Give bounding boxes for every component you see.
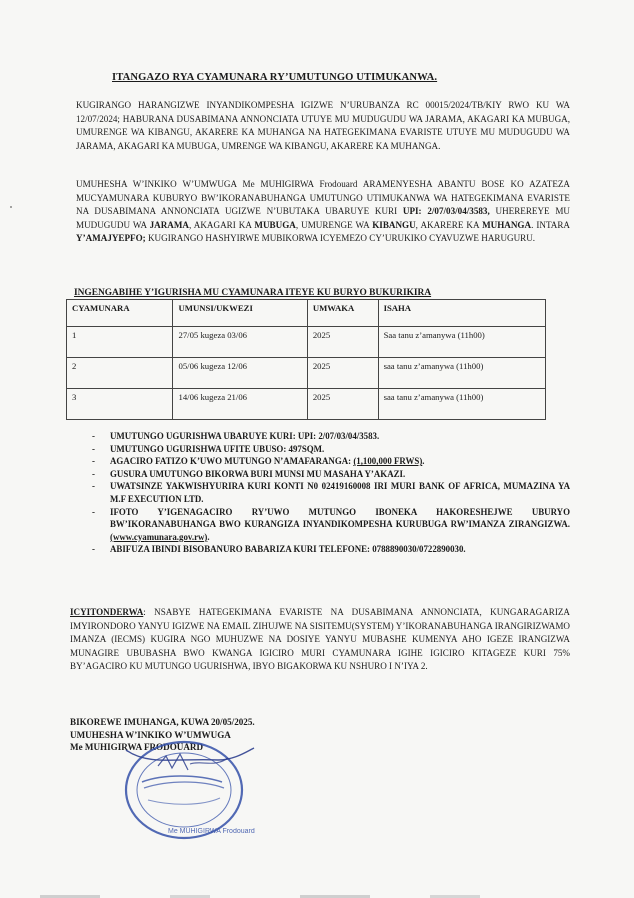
signatory-role: UMUHESHA W’INKIKO W’UMWUGA <box>70 729 231 740</box>
list-item-text: . <box>207 531 210 542</box>
table-cell: 2025 <box>307 389 378 420</box>
table-cell: 14/06 kugeza 21/06 <box>173 389 307 420</box>
list-item <box>92 455 570 468</box>
list-item-text: IFOTO Y’IGENAGACIRO RY’UWO MUTUNGO IBONEKA HAKORESHEJWE UBURYO BW’IKORANABUHANGA BWO KURANGIZA INYANDIKOMPESHA KURUBUGA RW’IMANZA ZIRANGIZWA. <box>110 506 570 530</box>
column-header: UMWAKA <box>307 300 378 327</box>
notice-text: : NSABYE HATEGEKIMANA EVARISTE NA DUSABIMANA ANNONCIATA, KUNGARAGARIZA IMYIRONDORO YANYU IGIZWE NA EMAIL ZIHUJWE NA SISITEMU(SYSTEM) Y’IKORANABUHANGA IRANGIRIZWAMO IMANZA (IECMS) KUGIRA NGO MUHUZWE NA DOSIYE YANYU MUBASHE KUMENYA AHO IGEZE IRANGIZWA MUNAGIRE UBUBASHA BWO KWANGA IGICIRO MURI CYAMUNARA IGIHE IGICIRO KITAGEZE KURI 75% BY’AGACIRO KU MUTUNGO UGURISHWA, IBYO BIGAKORWA KU NSHURO I N’IYA 2. <box>70 607 570 672</box>
table-cell: 2025 <box>307 358 378 389</box>
property-details-list <box>92 430 570 556</box>
table-cell: 2 <box>67 358 173 389</box>
announcement-text: , UMURENGE WA <box>295 219 373 230</box>
cell-name: MUBUGA <box>254 219 296 230</box>
signatory-name: Me MUHIGIRWA FRODOUARD <box>70 742 204 753</box>
list-item-text: AGACIRO FATIZO K’UWO MUTUNGO N’AMAFARANGA: <box>110 456 354 467</box>
village-name: JARAMA <box>149 219 189 230</box>
auction-schedule-table <box>66 299 546 420</box>
table-row <box>67 389 546 420</box>
table-row <box>67 327 546 358</box>
announcement-text: , AKAGARI KA <box>189 219 255 230</box>
announcement-text: UHEREREYE MU MUDUGUDU WA <box>76 206 570 230</box>
table-cell: saa tanu z’amanywa (11h00) <box>378 358 545 389</box>
table-cell: 05/06 kugeza 12/06 <box>173 358 307 389</box>
document-title: ITANGAZO RYA CYAMUNARA RY’UMUTUNGO UTIMUKANWA. <box>112 72 438 83</box>
base-price-value: (1,100,000 FRWS) <box>353 456 423 467</box>
auction-announcement-paragraph <box>76 178 570 246</box>
website-link[interactable]: (www.cyamunara.gov.rw) <box>110 531 208 542</box>
table-cell: saa tanu z’amanywa (11h00) <box>378 389 545 420</box>
official-stamp <box>118 730 260 842</box>
sector-name: KIBANGU <box>372 219 416 230</box>
announcement-text: UMUHESHA W’INKIKO W’UMWUGA Me MUHIGIRWA Frodouard ARAMENYESHA ABANTU BOSE KO AZATEZA MUCYAMUNARA KUBURYO BW’IKORANABUHANGA UMUTUNGO UTIMUKANWA WA HATEGEKIMANA EVARISTE NA DUSABIMANA ANNONCIATA UGIZWE N’UBUTAKA UBARUYE KURI <box>76 179 570 217</box>
notice-caption: ICYITONDERWA <box>70 607 144 617</box>
table-cell: 1 <box>67 327 173 358</box>
column-header: CYAMUNARA <box>67 300 173 327</box>
table-cell: Saa tanu z’amanywa (11h00) <box>378 327 545 358</box>
announcement-text: , AKARERE KA <box>415 219 483 230</box>
column-header: UMUNSI/UKWEZI <box>173 300 307 327</box>
table-row <box>67 358 546 389</box>
table-cell: 27/05 kugeza 03/06 <box>173 327 307 358</box>
list-item: - ABIFUZA IBINDI BISOBANURO BABARIZA KURI TELEFONE: 0788890030/0722890030. <box>92 543 570 556</box>
case-paragraph: KUGIRANGO HARANGIZWE INYANDIKOMPESHA IGIZWE N’URUBANZA RC 00015/2024/TB/KIY RWO KU WA 12/07/2024; HABURANA DUSABIMANA ANNONCIATA UTUYE MU MUDUGUDU WA JARAMA, AKAGARI KA MUBUGA, UMURENGE WA KIBANGU, AKARERE KA MUHANGA NA HATEGEKIMANA EVARISTE UTUYE MU MUDUGUDU WA JARAMA, AKAGARI KA MUBUGA, UMRENGE WA KIBANGU, AKARERE KA MUHANGA. <box>76 100 570 151</box>
table-header-row <box>67 300 546 327</box>
province-name: Y’AMAJYEPFO; <box>76 233 146 244</box>
announcement-text: . INTARA <box>531 219 570 230</box>
list-item: - UMUTUNGO UGURISHWA UBARUYE KURI: UPI: 2/07/03/04/3583. <box>92 430 570 443</box>
upi-reference: UPI: 2/07/03/04/3583, <box>402 206 490 217</box>
schedule-caption: INGENGABIHE Y’IGURISHA MU CYAMUNARA ITEYE KU BURYO BUKURIKIRA <box>74 288 432 298</box>
announcement-text: KUGIRANGO HASHYIRWE MUBIKORWA ICYEMEZO CY’URUKIKO CYAVUZWE HARUGURU. <box>145 233 536 244</box>
scan-speck <box>10 206 12 208</box>
list-item-text: . <box>422 456 425 467</box>
list-item <box>92 506 570 544</box>
stamp-text: Me MUHIGIRWA Frodouard <box>168 828 255 835</box>
table-cell: 2025 <box>307 327 378 358</box>
list-item: - UWATSINZE YAKWISHYURIRA KURI KONTI N0 02419160008 IRI MURI BANK OF AFRICA, MUMAZINA YA M.F EXECUTION LTD. <box>92 480 570 505</box>
scan-edge-artifacts <box>0 892 634 898</box>
notice-paragraph <box>70 606 570 674</box>
place-date: BIKOREWE IMUHANGA, KUWA 20/05/2025. <box>70 717 255 727</box>
list-item: - UMUTUNGO UGURISHWA UFITE UBUSO: 497SQM. <box>92 443 570 456</box>
column-header: ISAHA <box>378 300 545 327</box>
district-name: MUHANGA <box>482 219 532 230</box>
table-cell: 3 <box>67 389 173 420</box>
list-item: - GUSURA UMUTUNGO BIKORWA BURI MUNSI MU MASAHA Y’AKAZI. <box>92 468 570 481</box>
